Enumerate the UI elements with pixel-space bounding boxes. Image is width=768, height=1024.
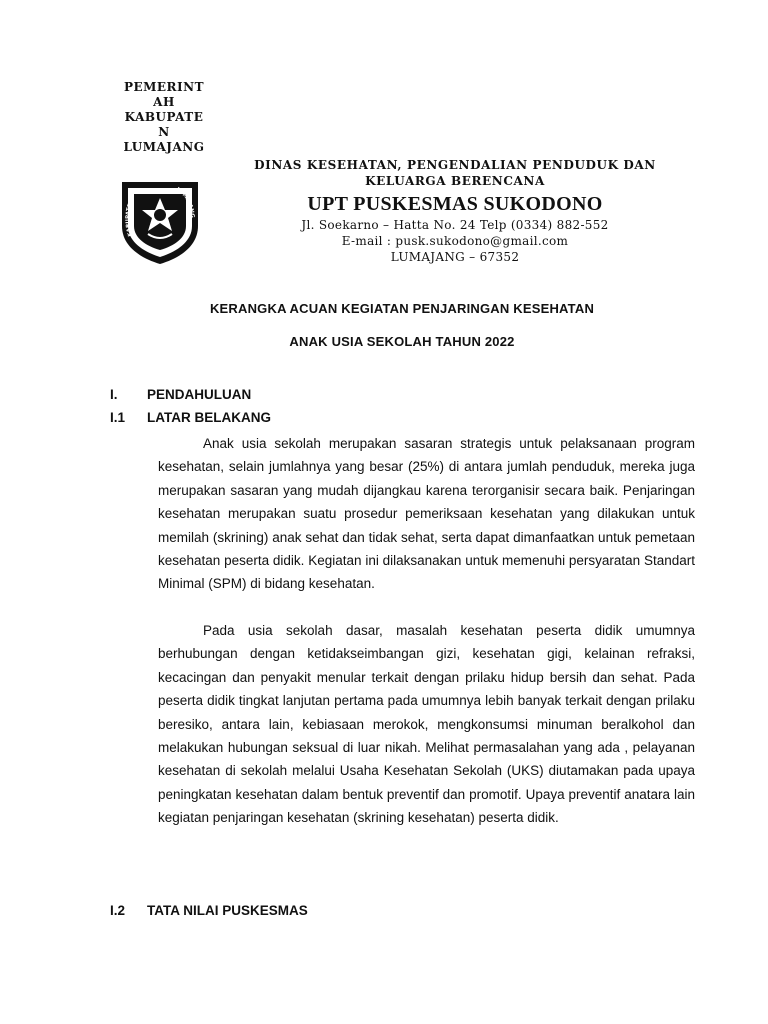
government-name	[112, 80, 216, 155]
city-postcode: LUMAJANG – 67352	[390, 250, 520, 264]
department-line-2: KELUARGA BERENCANA	[365, 174, 545, 188]
section-number: I.1	[110, 410, 126, 425]
gov-line: KABUPATE	[124, 110, 204, 124]
document-title-line-1: KERANGKA ACUAN KEGIATAN PENJARINGAN KESEHATAN	[209, 301, 595, 316]
section-heading-pendahuluan	[110, 387, 251, 402]
email: E-mail : pusk.sukodono@gmail.com	[341, 234, 569, 248]
section-heading-tata-nilai	[110, 903, 308, 918]
gov-line: LUMAJANG	[123, 140, 205, 154]
section-label: PENDAHULUAN	[147, 387, 252, 402]
gov-line: N	[158, 125, 170, 139]
lumajang-regency-emblem-icon	[118, 176, 202, 266]
logo-text-right: LUMAJANG	[174, 186, 195, 218]
section-label: LATAR BELAKANG	[147, 410, 271, 425]
section-number: I.	[110, 387, 118, 402]
section-number: I.2	[110, 903, 126, 918]
letterhead	[205, 157, 705, 265]
gov-line: PEMERINT	[123, 80, 205, 94]
unit-name: UPT PUSKESMAS SUKODONO	[307, 193, 603, 215]
paragraph-2: Pada usia sekolah dasar, masalah kesehatan peserta didik umumnya berhubungan dengan ketidakseimbangan gizi, kesehatan gigi, kelainan refraksi, kecacingan dan penyakit menular terkait dengan prilaku hidup bersih dan sehat. Pada peserta didik tingkat lanjutan pertama pada umumnya lebih banyak terkait dengan prilaku beresiko, antara lain, kebiasaan merokok, mengkonsumsi minuman beralkohol dan melakukan hubungan seksual di luar nikah. Melihat permasalahan yang ada , pelayanan kesehatan di sekolah melalui Usaha Kesehatan Sekolah (UKS) diutamakan pada upaya peningkatan kesehatan dalam bentuk preventif dan promotif. Upaya preventif anatara lain kegiatan penjaringan kesehatan (skrining kesehatan) peserta didik.	[158, 623, 695, 826]
address: Jl. Soekarno – Hatta No. 24 Telp (0334) 882-552	[301, 218, 609, 232]
paragraph-1: Anak usia sekolah merupakan sasaran strategis untuk pelaksanaan program kesehatan, selain jumlahnya yang besar (25%) di antara jumlah penduduk, mereka juga merupakan sasaran yang mudah dijangkau karena terorganisir secara baik. Penjaringan kesehatan merupakan suatu prosedur pemeriksaan kesehatan yang dilakukan untuk memilah (skrining) anak sehat dan tidak sehat, serta dapat dimanfaatkan untuk pemetaan kesehatan peserta didik. Kegiatan ini dilaksanakan untuk memenuhi persyaratan Standart Minimal (SPM) di bidang kesehatan.	[158, 436, 695, 592]
section-label: TATA NILAI PUSKESMAS	[147, 903, 308, 918]
gov-line: AH	[153, 95, 175, 109]
department-line-1: DINAS KESEHATAN, PENGENDALIAN PENDUDUK DAN	[254, 158, 656, 172]
document-title-line-2: ANAK USIA SEKOLAH TAHUN 2022	[289, 334, 515, 349]
logo-text-left: KABUPATEN	[125, 198, 136, 237]
section-heading-latar-belakang	[110, 410, 271, 425]
